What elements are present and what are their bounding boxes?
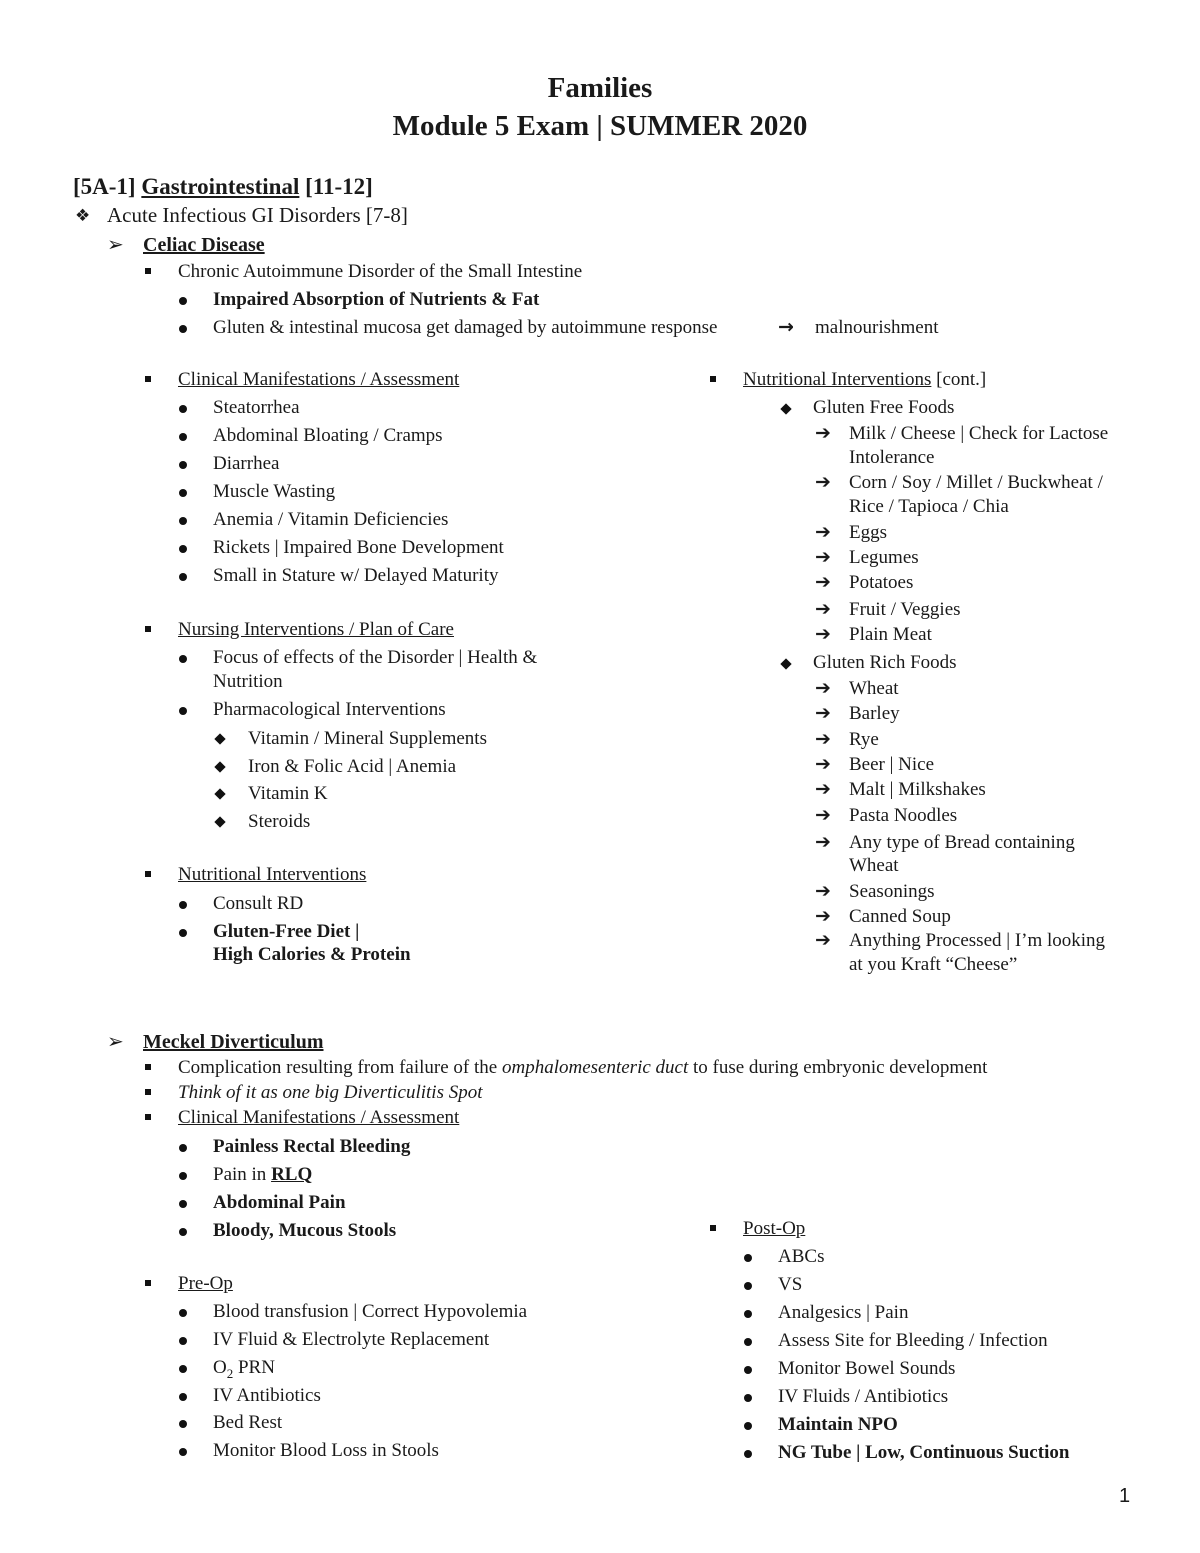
list-item: ABCs [778, 1246, 825, 1267]
list-item: Canned Soup [849, 906, 951, 927]
dot-bullet-icon [179, 325, 187, 333]
page-number: 1 [1119, 1485, 1131, 1507]
dot-bullet-icon [179, 929, 187, 937]
list-item: Bloody, Mucous Stools [213, 1220, 397, 1241]
arrowhead-bullet-icon: ➢ [107, 1029, 124, 1053]
list-item-continued: at you Kraft “Cheese” [849, 954, 1018, 975]
list-item: Gluten & intestinal mucosa get damaged by autoimmune response [213, 317, 718, 338]
diamond-bullet-icon [214, 816, 225, 827]
list-item: Analgesics | Pain [778, 1302, 909, 1323]
dot-bullet-icon [179, 901, 187, 909]
dot-bullet-icon [179, 707, 187, 715]
list-item: Eggs [849, 522, 887, 543]
diamond-bullet-icon [780, 403, 791, 414]
dot-bullet-icon [744, 1394, 752, 1402]
list-item: Monitor Bowel Sounds [778, 1358, 956, 1379]
list-item: Abdominal Bloating / Cramps [213, 425, 443, 446]
postop-heading: Post-Op [743, 1218, 806, 1239]
section-heading [73, 174, 373, 200]
list-item: Rickets | Impaired Bone Development [213, 537, 504, 558]
nutrition-cont-label: Nutritional Interventions [743, 369, 932, 390]
list-item: Milk / Cheese | Check for Lactose [849, 423, 1109, 444]
dot-bullet-icon [179, 1448, 187, 1456]
right-arrow-icon: ➔ [815, 571, 831, 593]
list-item: Barley [849, 703, 900, 724]
gluten-rich-heading: Gluten Rich Foods [813, 652, 957, 673]
malnourishment-text: malnourishment [815, 317, 939, 338]
nutrition-cont-heading [743, 369, 986, 391]
right-arrow-icon: ➔ [815, 546, 831, 568]
square-bullet-icon [145, 871, 151, 877]
dot-bullet-icon [179, 433, 187, 441]
right-arrow-icon: ➔ [815, 598, 831, 620]
list-item-continued: Nutrition [213, 671, 283, 692]
square-bullet-icon [145, 1280, 151, 1286]
dot-bullet-icon [744, 1310, 752, 1318]
right-arrow-icon: ➔ [815, 831, 831, 853]
meckel-clinical-heading: Clinical Manifestations / Assessment [178, 1107, 460, 1128]
dot-bullet-icon [179, 1309, 187, 1317]
rlq-text: RLQ [271, 1164, 313, 1185]
list-item: Iron & Folic Acid | Anemia [248, 756, 457, 777]
list-item: Fruit / Veggies [849, 599, 961, 620]
arrowhead-bullet-icon: ➢ [107, 232, 124, 256]
list-item: Rye [849, 729, 879, 750]
square-bullet-icon [710, 1225, 716, 1231]
dot-bullet-icon [744, 1422, 752, 1430]
celiac-definition: Chronic Autoimmune Disorder of the Small Intestine [178, 261, 583, 282]
list-item: Steroids [248, 811, 311, 832]
desc-italic: omphalomesenteric duct [501, 1057, 689, 1078]
square-bullet-icon [145, 626, 151, 632]
list-item: Seasonings [849, 881, 935, 902]
preop-heading: Pre-Op [178, 1273, 233, 1294]
dot-bullet-icon [744, 1450, 752, 1458]
nursing-heading: Nursing Interventions / Plan of Care [178, 619, 454, 640]
square-bullet-icon [145, 1064, 151, 1070]
page-title: Families [547, 72, 653, 104]
list-item: Anemia / Vitamin Deficiencies [213, 509, 449, 530]
list-item: Monitor Blood Loss in Stools [213, 1440, 439, 1461]
list-item [213, 1164, 312, 1186]
meckel-think: Think of it as one big Diverticulitis Spot [178, 1082, 483, 1103]
list-item: IV Fluid & Electrolyte Replacement [213, 1329, 490, 1350]
list-item: Diarrhea [213, 453, 280, 474]
dot-bullet-icon [179, 297, 187, 305]
prn-text: PRN [233, 1357, 275, 1378]
list-item: Abdominal Pain [213, 1192, 346, 1213]
square-bullet-icon [145, 1089, 151, 1095]
list-item-continued: Intolerance [849, 447, 935, 468]
dot-bullet-icon [179, 405, 187, 413]
dot-bullet-icon [744, 1282, 752, 1290]
list-item: Beer | Nice [849, 754, 935, 775]
list-item-continued: Wheat [849, 855, 899, 876]
right-arrow-icon: ➔ [815, 471, 831, 493]
right-arrow-icon: ➔ [815, 880, 831, 902]
dot-bullet-icon [179, 573, 187, 581]
right-arrow-icon: ➔ [815, 804, 831, 826]
clinical-heading: Clinical Manifestations / Assessment [178, 369, 460, 390]
list-item: Plain Meat [849, 624, 932, 645]
o2-subscript: 2 [226, 1365, 234, 1381]
list-item: Potatoes [849, 572, 914, 593]
square-bullet-icon [710, 376, 716, 382]
list-item [213, 1357, 275, 1382]
right-arrow-icon: ➔ [815, 702, 831, 724]
nutrition-heading: Nutritional Interventions [178, 864, 367, 885]
dot-bullet-icon [179, 1393, 187, 1401]
desc-prefix: Complication resulting from failure of the [178, 1057, 502, 1078]
section-suffix: [11-12] [305, 174, 373, 199]
list-item: IV Antibiotics [213, 1385, 321, 1406]
nutrition-cont-suffix: [cont.] [931, 369, 987, 390]
list-item: Gluten-Free Diet | [213, 921, 360, 942]
list-item: Focus of effects of the Disorder | Health & [213, 647, 538, 668]
dot-bullet-icon [744, 1366, 752, 1374]
right-arrow-icon: ➔ [815, 623, 831, 645]
meckel-description [178, 1057, 987, 1079]
right-arrow-icon: ➔ [815, 677, 831, 699]
list-item: Pharmacological Interventions [213, 699, 446, 720]
list-item-continued: Rice / Tapioca / Chia [849, 496, 1009, 517]
right-arrow-icon: ➔ [815, 728, 831, 750]
list-item: Blood transfusion | Correct Hypovolemia [213, 1301, 528, 1322]
list-item: Corn / Soy / Millet / Buckwheat / [849, 472, 1103, 493]
list-item: IV Fluids / Antibiotics [778, 1386, 949, 1407]
right-arrow-icon: ➔ [815, 422, 831, 444]
right-arrow-icon: ➔ [815, 905, 831, 927]
right-arrow-icon: → [778, 316, 794, 338]
square-bullet-icon [145, 376, 151, 382]
subsection-heading: Acute Infectious GI Disorders [7-8] [107, 203, 408, 227]
dot-bullet-icon [179, 1172, 187, 1180]
list-item: Wheat [849, 678, 899, 699]
dot-bullet-icon [179, 1228, 187, 1236]
right-arrow-icon: ➔ [815, 521, 831, 543]
list-item: Any type of Bread containing [849, 832, 1075, 853]
square-bullet-icon [145, 1114, 151, 1120]
list-item: Vitamin K [248, 783, 328, 804]
celiac-heading: Celiac Disease [143, 234, 265, 256]
list-item: Bed Rest [213, 1412, 283, 1433]
right-arrow-icon: ➔ [815, 778, 831, 800]
list-item: Anything Processed | I’m looking [849, 930, 1106, 951]
dot-bullet-icon [179, 1365, 187, 1373]
page-subtitle: Module 5 Exam | SUMMER 2020 [392, 110, 808, 142]
right-arrow-icon: ➔ [815, 929, 831, 951]
right-arrow-icon: ➔ [815, 753, 831, 775]
list-item: Pasta Noodles [849, 805, 958, 826]
list-item: Vitamin / Mineral Supplements [248, 728, 487, 749]
dot-bullet-icon [179, 545, 187, 553]
dot-bullet-icon [744, 1338, 752, 1346]
list-item: Malt | Milkshakes [849, 779, 986, 800]
meckel-heading: Meckel Diverticulum [143, 1031, 324, 1053]
four-star-bullet-icon: ❖ [75, 206, 91, 226]
diamond-bullet-icon [214, 761, 225, 772]
list-item: Legumes [849, 547, 919, 568]
o2-text: O [213, 1357, 227, 1378]
list-item-continued: High Calories & Protein [213, 944, 411, 965]
dot-bullet-icon [179, 1337, 187, 1345]
gluten-free-heading: Gluten Free Foods [813, 397, 955, 418]
dot-bullet-icon [179, 489, 187, 497]
list-item: Steatorrhea [213, 397, 300, 418]
dot-bullet-icon [179, 461, 187, 469]
list-item: Maintain NPO [778, 1414, 898, 1435]
dot-bullet-icon [179, 1200, 187, 1208]
list-item: Muscle Wasting [213, 481, 336, 502]
dot-bullet-icon [179, 1144, 187, 1152]
pain-in-text: Pain in [213, 1164, 272, 1185]
list-item: Assess Site for Bleeding / Infection [778, 1330, 1048, 1351]
list-item: Impaired Absorption of Nutrients & Fat [213, 289, 540, 310]
dot-bullet-icon [744, 1254, 752, 1262]
section-prefix: [5A-1] [73, 174, 136, 199]
list-item: Consult RD [213, 893, 304, 914]
list-item: VS [778, 1274, 803, 1295]
list-item: NG Tube | Low, Continuous Suction [778, 1442, 1070, 1463]
dot-bullet-icon [179, 517, 187, 525]
diamond-bullet-icon [214, 788, 225, 799]
diamond-bullet-icon [214, 733, 225, 744]
square-bullet-icon [145, 268, 151, 274]
diamond-bullet-icon [780, 658, 791, 669]
dot-bullet-icon [179, 1420, 187, 1428]
section-name: Gastrointestinal [141, 174, 300, 199]
list-item: Painless Rectal Bleeding [213, 1136, 411, 1157]
list-item: Small in Stature w/ Delayed Maturity [213, 565, 499, 586]
dot-bullet-icon [179, 655, 187, 663]
desc-suffix: to fuse during embryonic development [688, 1057, 988, 1078]
